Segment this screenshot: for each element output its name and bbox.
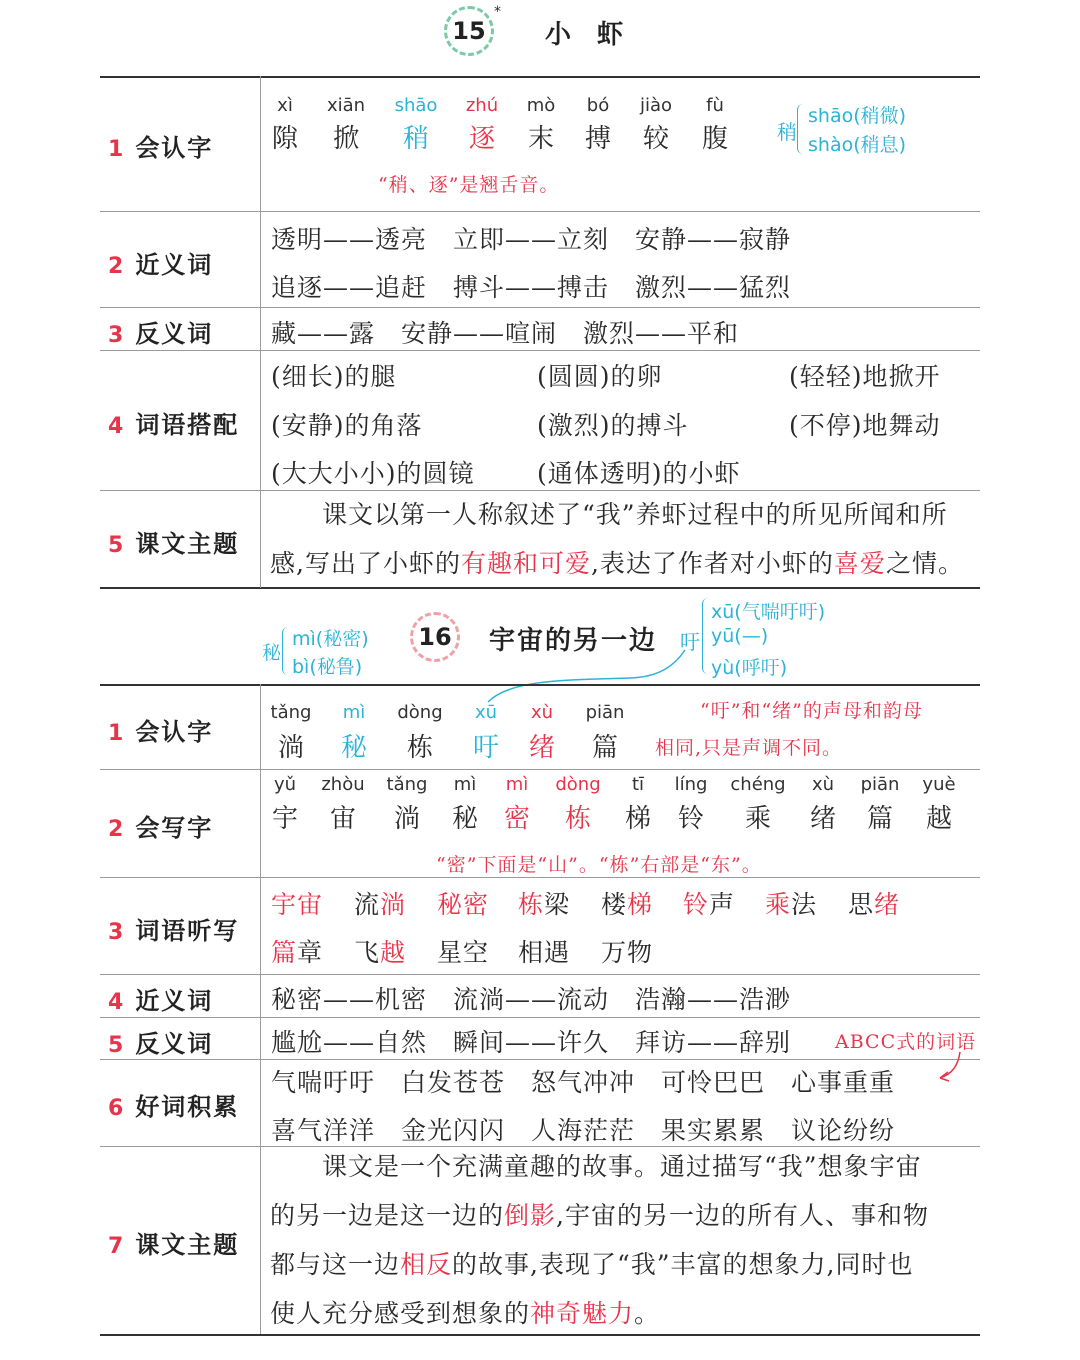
collocation-item: (通体透明)的小虾: [537, 459, 741, 488]
dictation-word-part: 思: [848, 890, 875, 919]
theme-line-3: [270, 1240, 975, 1289]
theme-text: 使人充分感受到想象的: [270, 1299, 531, 1328]
row-label-text: 会认字: [135, 718, 214, 746]
pinyin: tǎng: [270, 702, 312, 723]
row-label-synonyms: [108, 245, 213, 280]
pinyin: yǔ: [273, 774, 297, 795]
dictation-word: [848, 885, 900, 921]
lesson-16-title: 宇宙的另一边: [489, 626, 658, 656]
divider: [100, 877, 980, 878]
theme-text: 的另一边是这一边的: [270, 1201, 505, 1230]
pinyin: tǎng: [386, 774, 428, 795]
dictation-word-part: 越: [380, 938, 407, 967]
hanzi: 梯: [624, 804, 651, 834]
row-number: 4: [108, 414, 124, 439]
hanzi: 较: [642, 124, 669, 154]
dictation-word-part: 流: [354, 890, 381, 919]
poly-reading-2: yū(—): [711, 625, 769, 647]
theme-text: 的故事,表现了“我”丰富的想象力,同时也: [452, 1250, 914, 1279]
dictation-word: [437, 933, 489, 969]
dictation-word-part: 法: [791, 890, 818, 919]
lesson15-theme-paragraph: [270, 490, 975, 588]
hanzi: 腹: [701, 124, 728, 154]
divider: [100, 1017, 980, 1018]
row-number: 2: [108, 817, 124, 842]
dictation-word: [354, 885, 406, 921]
theme-line-4: [270, 1289, 975, 1338]
hanzi: 宙: [329, 804, 356, 834]
theme-highlight: 相反: [400, 1250, 453, 1279]
dictation-word: [271, 933, 323, 969]
pinyin: zhòu: [321, 774, 365, 795]
divider: [100, 1059, 980, 1060]
lesson-16-number: [410, 612, 460, 662]
lesson-15-number: [444, 6, 494, 56]
theme-line-1: [270, 1142, 975, 1191]
hanzi: 越: [925, 804, 952, 834]
theme-highlight: 有趣和可爱: [460, 549, 591, 578]
hanzi: 密: [503, 804, 530, 834]
hanzi: 秘: [451, 804, 478, 834]
poly-reading-1: shāo(稍微): [808, 105, 907, 127]
hanzi: 逐: [468, 124, 495, 154]
theme-line-1: [270, 490, 975, 539]
row-number: 7: [108, 1234, 124, 1259]
pinyin: xū: [474, 702, 498, 723]
collocation-item: (安静)的角落: [271, 411, 423, 440]
hanzi: 篇: [866, 804, 893, 834]
lesson-16-number-text: 16: [418, 623, 452, 651]
pinyin: xiān: [326, 95, 366, 116]
hanzi: 宇: [271, 804, 298, 834]
antonyms-line-1: 尴尬——自然 瞬间——许久 拜访——辞别: [271, 1028, 792, 1057]
poly-brace: [797, 104, 806, 154]
row-label-text: 词语搭配: [135, 411, 240, 439]
connector-arrow: [480, 640, 700, 710]
pinyin: mì: [505, 774, 529, 795]
dictation-word-part: 铃: [683, 890, 710, 919]
dictation-word: [518, 933, 570, 969]
dictation-word: [518, 885, 570, 921]
row-label-text: 会写字: [135, 814, 214, 842]
poly-reading-2: shào(稍息): [808, 134, 907, 156]
collocation-item: (大大小小)的圆镜: [271, 459, 475, 488]
pinyin: dòng: [397, 702, 443, 723]
divider: [100, 350, 980, 351]
collocation-item: (圆圆)的卵: [537, 362, 663, 391]
pinyin: yuè: [922, 774, 956, 795]
row-label-text: 词语听写: [135, 917, 240, 945]
synonyms-line-1: 透明——透亮 立即——立刻 安静——寂静: [271, 225, 792, 254]
row-number: 3: [108, 920, 124, 945]
hanzi: 栋: [564, 804, 591, 834]
dictation-word: [765, 885, 817, 921]
lesson-15-star: *: [494, 4, 501, 20]
theme-highlight: 喜爱: [833, 549, 886, 578]
lesson16-theme-paragraph: [270, 1142, 975, 1338]
dictation-word-part: 章: [297, 938, 324, 967]
row-label-text: 课文主题: [135, 530, 240, 558]
hanzi: 绪: [809, 804, 836, 834]
theme-text: 课文是一个充满童趣的故事。通过描写“我”想象宇宙: [322, 1152, 922, 1181]
hanzi: 掀: [332, 124, 359, 154]
pinyin: fù: [706, 95, 724, 116]
table15-column-divider: [260, 76, 261, 588]
pinyin: dòng: [555, 774, 601, 795]
pinyin: shāo: [394, 95, 438, 116]
row-label-synonyms: [108, 981, 213, 1016]
good-words-line-2: 喜气洋洋 金光闪闪 人海茫茫 果实累累 议论纷纷: [271, 1116, 896, 1145]
dictation-word-part: 星空: [437, 938, 490, 967]
pinyin: chéng: [730, 774, 786, 795]
row-number: 5: [108, 1033, 124, 1058]
row-label-text: 近义词: [135, 987, 214, 1015]
row-label-text: 反义词: [135, 1030, 214, 1058]
theme-text: 都与这一边: [270, 1250, 401, 1279]
collocation-item: (不停)地舞动: [789, 411, 941, 440]
poly-char-mi: 秘: [262, 642, 282, 664]
row-label-recognize: [108, 128, 213, 163]
lesson16-recognize-note-2: 相同,只是声调不同。: [655, 737, 843, 759]
pinyin: piān: [585, 702, 625, 723]
theme-highlight: 神奇魅力: [530, 1299, 635, 1328]
row-label-dictation: [108, 911, 239, 946]
collocation-item: (激烈)的搏斗: [537, 411, 689, 440]
table15-top-border: [100, 76, 980, 78]
row-label-theme: [108, 1225, 239, 1260]
row-label-theme: [108, 524, 239, 559]
theme-line-2: [270, 539, 975, 588]
lesson16-write-note: “密”下面是“山”。“栋”右部是“东”。: [436, 854, 762, 876]
dictation-word: [601, 933, 653, 969]
pinyin: piān: [860, 774, 900, 795]
theme-text: 。: [634, 1299, 661, 1328]
divider: [100, 974, 980, 975]
dictation-word: [354, 933, 406, 969]
theme-text: 课文以第一人称叙述了“我”养虾过程中的所见所闻和所: [322, 500, 948, 529]
abcc-note-arrow: [930, 1048, 970, 1088]
table16-top-border: [100, 684, 980, 686]
row-label-write: [108, 808, 213, 843]
hanzi: 栋: [406, 733, 433, 763]
poly-reading-1: xū(气喘吁吁): [711, 601, 826, 623]
row-label-text: 课文主题: [135, 1231, 240, 1259]
dictation-word-part: 飞: [354, 938, 381, 967]
dictation-word-part: 栋: [518, 890, 545, 919]
dictation-word-part: 万物: [601, 938, 654, 967]
row-label-text: 会认字: [135, 134, 214, 162]
lesson15-recognize-note: “稍、逐”是翘舌音。: [378, 174, 560, 196]
dictation-word-part: 楼: [601, 890, 628, 919]
row-number: 4: [108, 990, 124, 1015]
theme-highlight: 倒影: [504, 1201, 557, 1230]
row-label-antonyms: [108, 1024, 213, 1059]
row-number: 1: [108, 721, 124, 746]
pinyin: xù: [530, 702, 554, 723]
theme-text: 之情。: [885, 549, 964, 578]
hanzi: 稍: [402, 124, 429, 154]
hanzi: 铃: [677, 804, 704, 834]
row-number: 3: [108, 323, 124, 348]
row-label-text: 好词积累: [135, 1093, 240, 1121]
poly-reading-1: mì(秘密): [292, 628, 369, 650]
hanzi: 乘: [744, 804, 771, 834]
hanzi: 淌: [393, 804, 420, 834]
pinyin: mì: [453, 774, 477, 795]
pinyin: zhú: [465, 95, 499, 116]
row-label-recognize: [108, 712, 213, 747]
row-label-collocation: [108, 405, 239, 440]
row-number: 6: [108, 1096, 124, 1121]
hanzi: 搏: [584, 124, 611, 154]
antonyms-line-1: 藏——露 安静——喧闹 激烈——平和: [271, 319, 740, 348]
synonyms-line-2: 追逐——追赶 搏斗——搏击 激烈——猛烈: [271, 273, 792, 302]
pinyin: mì: [342, 702, 366, 723]
poly-char-shao: 稍: [777, 120, 797, 144]
poly-reading-2: bì(秘鲁): [292, 656, 363, 678]
divider: [100, 211, 980, 212]
hanzi: 绪: [528, 733, 555, 763]
pinyin: xì: [277, 95, 293, 116]
row-label-good-words: [108, 1087, 239, 1122]
row-number: 2: [108, 254, 124, 279]
pinyin: mò: [526, 95, 556, 116]
dictation-word: [601, 885, 653, 921]
dictation-word: [683, 885, 735, 921]
row-number: 5: [108, 533, 124, 558]
abcc-note: ABCC式的词语: [835, 1031, 977, 1053]
hanzi: 篇: [591, 733, 618, 763]
poly-brace: [282, 627, 291, 675]
pinyin: tī: [631, 774, 645, 795]
dictation-word-part: 相遇: [518, 938, 571, 967]
poly-char-xu: 吁: [680, 630, 700, 654]
dictation-word-part: 梁: [544, 890, 571, 919]
dictation-word-part: 绪: [874, 890, 901, 919]
row-number: 1: [108, 137, 124, 162]
dictation-word-part: 梯: [627, 890, 654, 919]
pinyin: xù: [811, 774, 835, 795]
dictation-word: [271, 885, 323, 921]
lesson-15-number-text: 15: [452, 17, 486, 45]
theme-text: 感,写出了小虾的: [270, 549, 461, 578]
row-label-antonyms: [108, 314, 213, 349]
dictation-word-part: 声: [709, 890, 736, 919]
hanzi: 末: [527, 124, 554, 154]
theme-text: ,宇宙的另一边的所有人、事和物: [556, 1201, 929, 1230]
theme-text: ,表达了作者对小虾的: [590, 549, 834, 578]
poly-reading-3: yù(呼吁): [711, 657, 788, 679]
divider: [100, 769, 980, 770]
hanzi: 秘: [340, 733, 367, 763]
dictation-word-part: 宇宙: [271, 890, 324, 919]
dictation-word-part: 秘密: [437, 890, 490, 919]
pinyin: jiào: [639, 95, 673, 116]
lesson16-recognize-note-1: “吁”和“绪”的声母和韵母: [700, 700, 923, 722]
pinyin: bó: [586, 95, 610, 116]
row-label-text: 反义词: [135, 320, 214, 348]
hanzi: 隙: [271, 124, 298, 154]
poly-brace: [702, 598, 711, 674]
divider: [100, 307, 980, 308]
lesson-15-title: 小 虾: [545, 20, 624, 50]
row-label-text: 近义词: [135, 251, 214, 279]
dictation-word-part: 淌: [380, 890, 407, 919]
dictation-word: [437, 885, 489, 921]
synonyms-line-1: 秘密——机密 流淌——流动 浩瀚——浩渺: [271, 985, 792, 1014]
theme-line-2: [270, 1191, 975, 1240]
collocation-item: (细长)的腿: [271, 362, 397, 391]
hanzi: 淌: [277, 733, 304, 763]
hanzi: 吁: [472, 733, 499, 763]
dictation-word-part: 篇: [271, 938, 298, 967]
good-words-line-1: 气喘吁吁 白发苍苍 怒气冲冲 可怜巴巴 心事重重: [271, 1068, 896, 1097]
pinyin: líng: [674, 774, 708, 795]
dictation-word-part: 乘: [765, 890, 792, 919]
collocation-item: (轻轻)地掀开: [789, 362, 941, 391]
